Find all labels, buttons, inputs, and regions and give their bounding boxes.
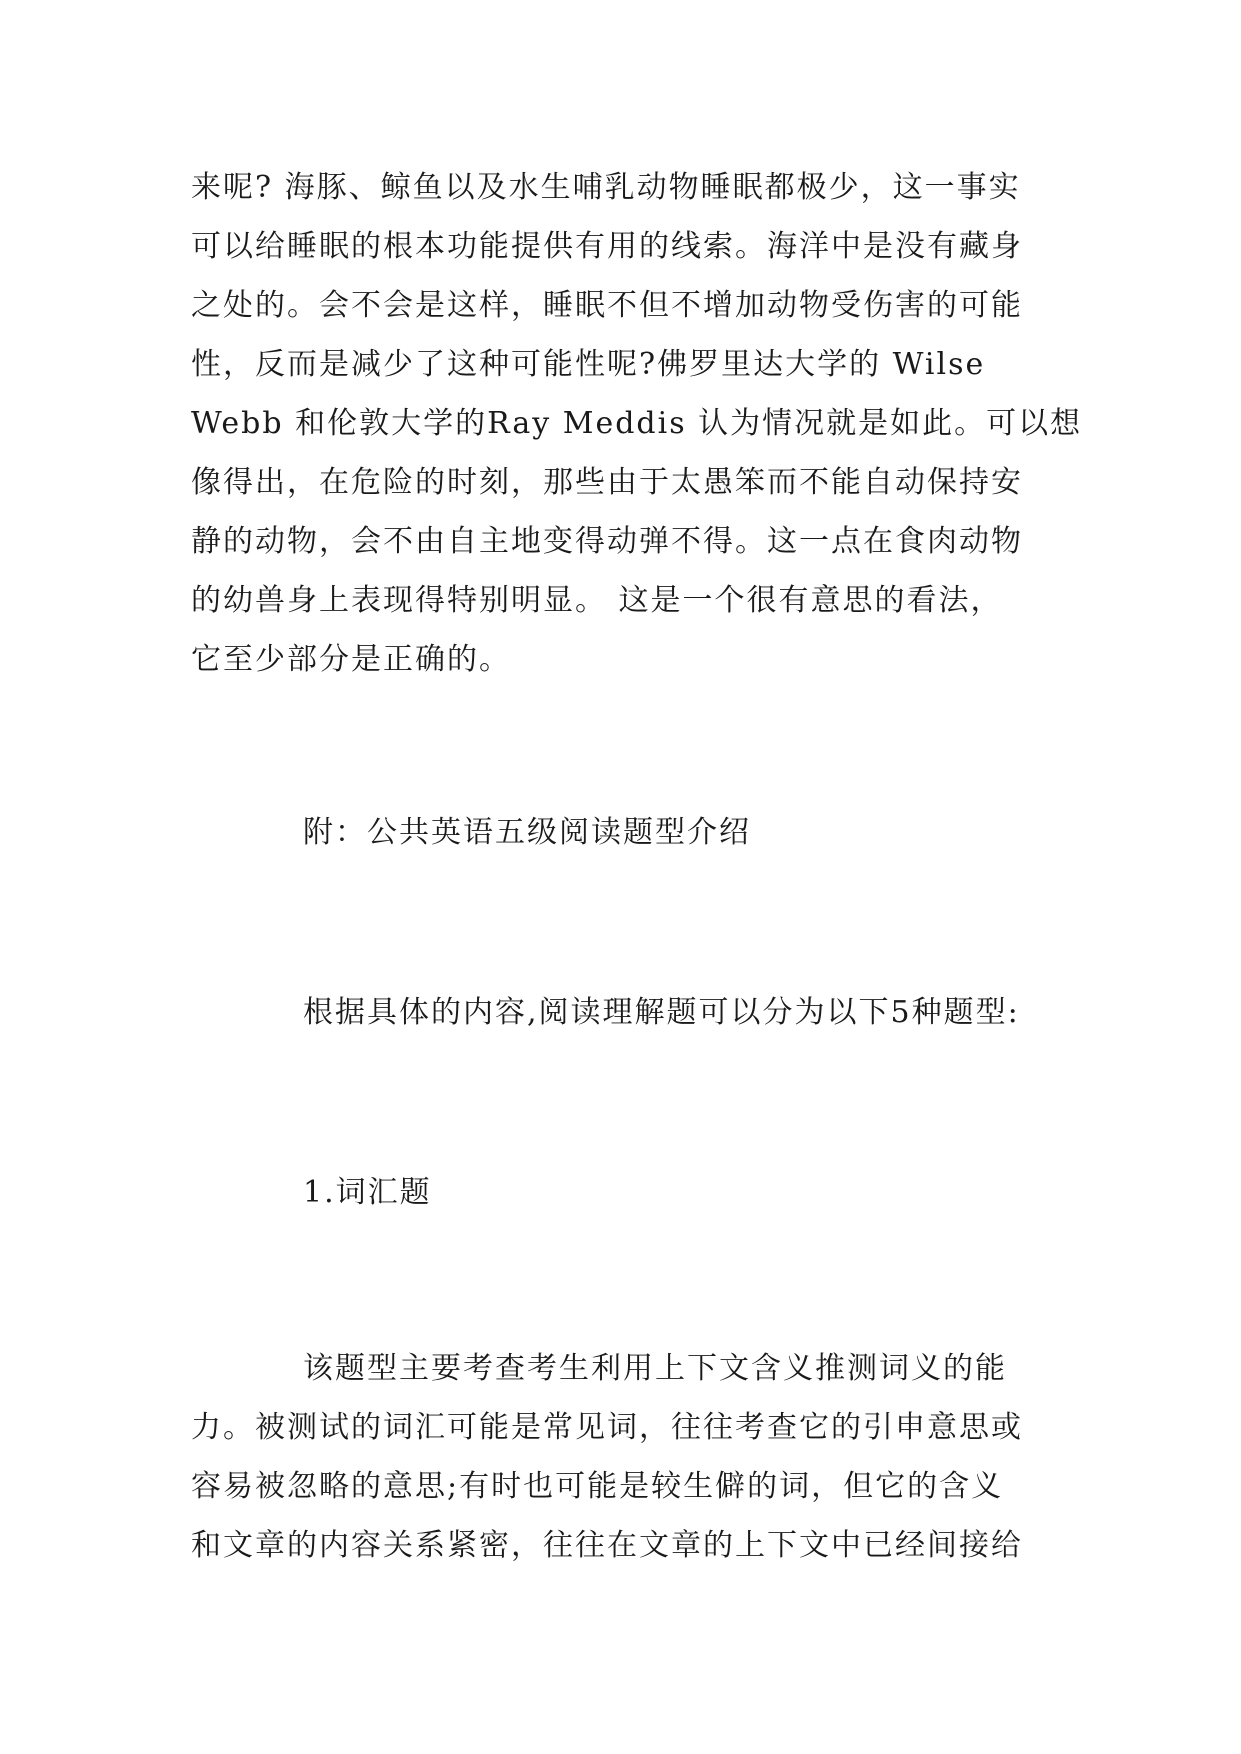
paragraph-sleep-discussion [191, 158, 1083, 689]
paragraph-vocabulary-description [191, 1339, 1061, 1575]
text-line: 该题型主要考查考生利用上下文含义推测词义的能 [303, 1351, 1007, 1386]
appendix-heading [303, 803, 1173, 862]
text-line: Webb 和伦敦大学的Ray Meddis 认为情况就是如此。可以想 [191, 406, 1083, 441]
text-line: 容易被忽略的意思;有时也可能是较生僻的词，但它的含义 [191, 1469, 1004, 1504]
text-line: 静的动物，会不由自主地变得动弹不得。这一点在食肉动物 [191, 524, 1023, 559]
text-line: 根据具体的内容,阅读理解题可以分为以下5种题型: [303, 995, 1020, 1030]
text-line: 来呢? 海豚、鲸鱼以及水生哺乳动物睡眠都极少，这一事实 [191, 170, 1021, 205]
text-line: 力。被测试的词汇可能是常见词，往往考查它的引申意思或 [191, 1410, 1023, 1445]
text-line: 附：公共英语五级阅读题型介绍 [303, 815, 751, 850]
text-line: 性，反而是减少了这种可能性呢?佛罗里达大学的 Wilse [191, 347, 986, 382]
section-heading-vocabulary [303, 1163, 1173, 1222]
text-line: 之处的。会不会是这样，睡眠不但不增加动物受伤害的可能 [191, 288, 1023, 323]
text-line: 它至少部分是正确的。 [191, 642, 511, 677]
text-line: 像得出，在危险的时刻，那些由于太愚笨而不能自动保持安 [191, 465, 1023, 500]
text-line: 和文章的内容关系紧密，往往在文章的上下文中已经间接给 [191, 1528, 1023, 1563]
text-line: 的幼兽身上表现得特别明显。 这是一个很有意思的看法， [191, 583, 1003, 618]
text-line: 1.词汇题 [303, 1175, 432, 1210]
text-line: 可以给睡眠的根本功能提供有用的线索。海洋中是没有藏身 [191, 229, 1023, 264]
paragraph-question-types-intro [303, 983, 1173, 1042]
